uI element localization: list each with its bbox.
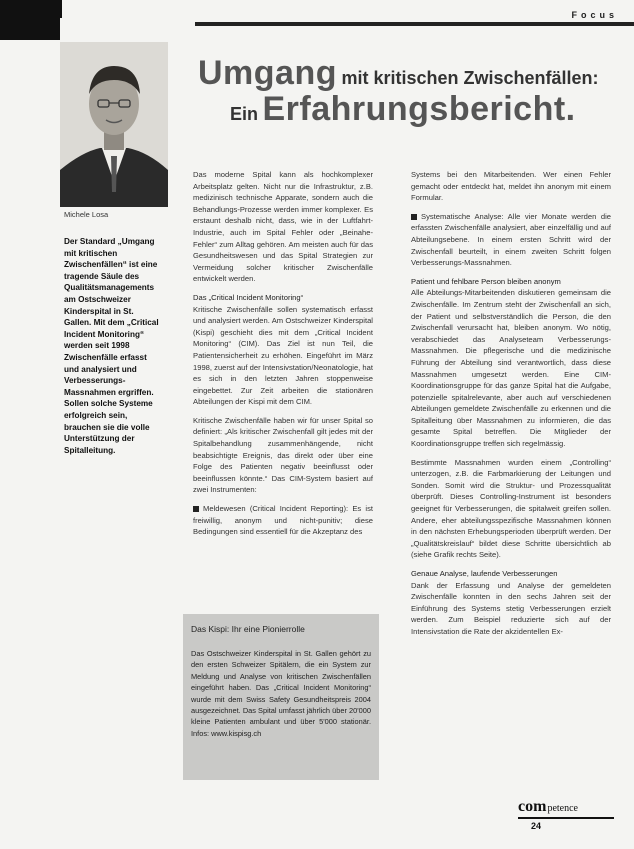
paragraph: Alle Abteilungs-Mitarbeitenden diskutieren gemeinsam die Zwischenfälle. Im Zentrum steht der Zwischenfall an sich, der Patient und selbstverständlich die Person, die den Zwischenfall verursacht hat, bleiben anonym. Wo nötig, verabschiedet das Analyseteam Verbesserungs-Massnahmen. Die pflegerische und die medizinische Führung der Abteilung sind verantwortlich, dass diese Massnahmen umgesetzt werden. Eine CIM-Koordinationsgruppe für das ganze Spital hat die Aufgabe, potenzielle spitalrelevante, aber auch auf verschiedenen Abteilungen gemeldete Zwischenfälle zu erkennen und die Spitalleitung über Massnahmen zu informieren, die das gesamte Spital betreffen. Die Mitglieder der Koordinationsgruppe treffen sich regelmässig. [411, 288, 611, 449]
logo-main: com [518, 798, 547, 815]
info-box [183, 614, 379, 780]
bullet-paragraph [411, 211, 611, 269]
title-line-1 [198, 54, 634, 93]
bullet-text: Systematische Analyse: Alle vier Monate werden die erfassten Zwischenfälle analysiert, aber einzelfällig und auf Abteilungsebene. In einem ersten Schritt wird der Zwischenfall beurteilt, in einem zweiten Schritt folgen Verbesserungs-Massnahmen. [411, 211, 611, 268]
bullet-icon [411, 214, 417, 220]
subheading: Patient und fehlbare Person bleiben anonym [411, 276, 561, 286]
logo-rule [518, 817, 614, 819]
subheading: Das „Critical Incident Monitoring“ [193, 292, 304, 302]
competence-logo [518, 798, 578, 816]
author-portrait [60, 42, 168, 207]
header-rule [195, 22, 634, 26]
body-column-1 [193, 169, 373, 545]
page-number: 24 [531, 821, 542, 831]
portrait-caption: Michele Losa [64, 210, 109, 219]
title-line-2 [230, 90, 634, 129]
title-small-word: Ein [230, 104, 259, 124]
bullet-paragraph [193, 503, 373, 538]
title-big-text: Erfahrungsbericht. [262, 90, 576, 128]
paragraph: Bestimmte Massnahmen wurden einem „Controlling“ unterzogen, z.B. die Farbmarkierung der Leitungen und Sonden. Somit wird die Struktur- und Prozessqualität überprüft. Dieses Controlling-Instrument ist besonders geeignet für Verbesserungen, die spitalweit greifen sollen. Andere, eher abteilungsspezifische Massnahmen können in den nächsten Erhebungsperioden überprüft werden. Der „Qualitätskreislauf“ bildet diese Schritte übersichtlich ab (siehe Grafik rechts Seite). [411, 457, 611, 560]
subheading: Genaue Analyse, laufende Verbesserungen [411, 569, 558, 578]
title-big-word: Umgang [198, 54, 337, 92]
info-box-title: Das Kispi: Ihr eine Pionierrolle [191, 624, 305, 634]
paragraph: Dank der Erfassung und Analyse der gemeldeten Zwischenfälle konnten in den sechs Jahren seit der Einführung des Systems stetig Verbesserungen erzielt werden. Zum Beispiel reduzierte sich auf der Intensivstation die Rate der akzidentellen Ex- [411, 580, 611, 636]
info-box-body: Das Ostschweizer Kinderspital in St. Gallen gehört zu den ersten Schweizer Spitälern, die ein System zur Meldung und Analyse von kritischen Zwischenfällen eingeführt haben. Das „Critical Incident Monitoring“ wurde mit dem Swiss Safety Gesundheitspreis 2004 ausgezeichnet. Das Spital umfasst jährlich über 20'000 kleine Patienten ambulant und über 5'000 stationär. Infos: www.kispisg.ch [191, 649, 371, 738]
sidebar-intro: Der Standard „Umgang mit kritischen Zwischenfällen“ ist eine tragende Säule des Qualitätsmanagements am Ostschweizer Kinderspital in St. Gallen. Mit dem „Critical Incident Monitoring“ werden seit 1998 Zwischenfälle erfasst und analysiert und Verbesserungs-Massnahmen ergriffen. Sollen solche Systeme erfolgreich sein, brauchen sie die volle Unterstützung der Spitalleitung. [64, 237, 159, 455]
paragraph: Kritische Zwischenfälle haben wir für unser Spital so definiert: „Als kritischer Zwischenfall gilt jedes mit der Spitalbehandlung zusammenhängende, nicht beabsichtigte Ereignis, das direkt oder über eine Folge des Patienten negativ beeinflusst oder beeinflussen könnte.“ Das CIM-System basiert auf zwei Instrumenten: [193, 415, 373, 495]
paragraph: Kritische Zwischenfälle sollen systematisch erfasst und analysiert werden. Am Ostschweizer Kinderspital (Kispi) geschieht dies mit dem „Critical Incident Monitoring“ (CIM). Das Ziel ist nun Teil, die Patientensicherheit zu erhöhen. Eingeführt im März 1998, zuerst auf der Intensivstation/Neonatologie, hat es sich in den letzten Jahren stoppenweise eingebettet. Zur Zeit arbeiten die stationären Abteilungen der Kispi mit dem CIM. [193, 304, 373, 407]
portrait-image [60, 42, 168, 207]
title-small-text: mit kritischen Zwischenfällen: [341, 68, 599, 88]
logo-suffix: petence [547, 803, 578, 814]
paragraph: Systems bei den Mitarbeitenden. Wer einen Fehler gemacht oder entdeckt hat, meldet ihn anonym mit einem Formular. [411, 170, 611, 203]
bullet-text: Meldewesen (Critical Incident Reporting): Es ist freiwillig, anonym und nicht-punitiv; diese Bedingungen sind essentiell für die Akzeptanz des [193, 504, 373, 537]
section-label: Focus [571, 10, 618, 20]
bullet-icon [193, 506, 199, 512]
corner-block-small [44, 0, 62, 18]
paragraph: Das moderne Spital kann als hochkomplexer Arbeitsplatz gelten. Nicht nur die Infrastruktur, z.B. medizinisch technische Apparate, sondern auch die Behandlungs-Prozesse werden immer komplexer. Es erstaunt deshalb nicht, dass, wie in der Luftfahrt-Industrie, auch im Spital Fehler oder „Beinahe-Fehler“ zum Alltag gehören. Am meisten auch für das Gesundheitswesen und das Spital Strategien zur Vermeidung solcher kritischer Zwischenfälle entwickelt werden. [193, 170, 373, 284]
body-column-2 [411, 169, 611, 645]
